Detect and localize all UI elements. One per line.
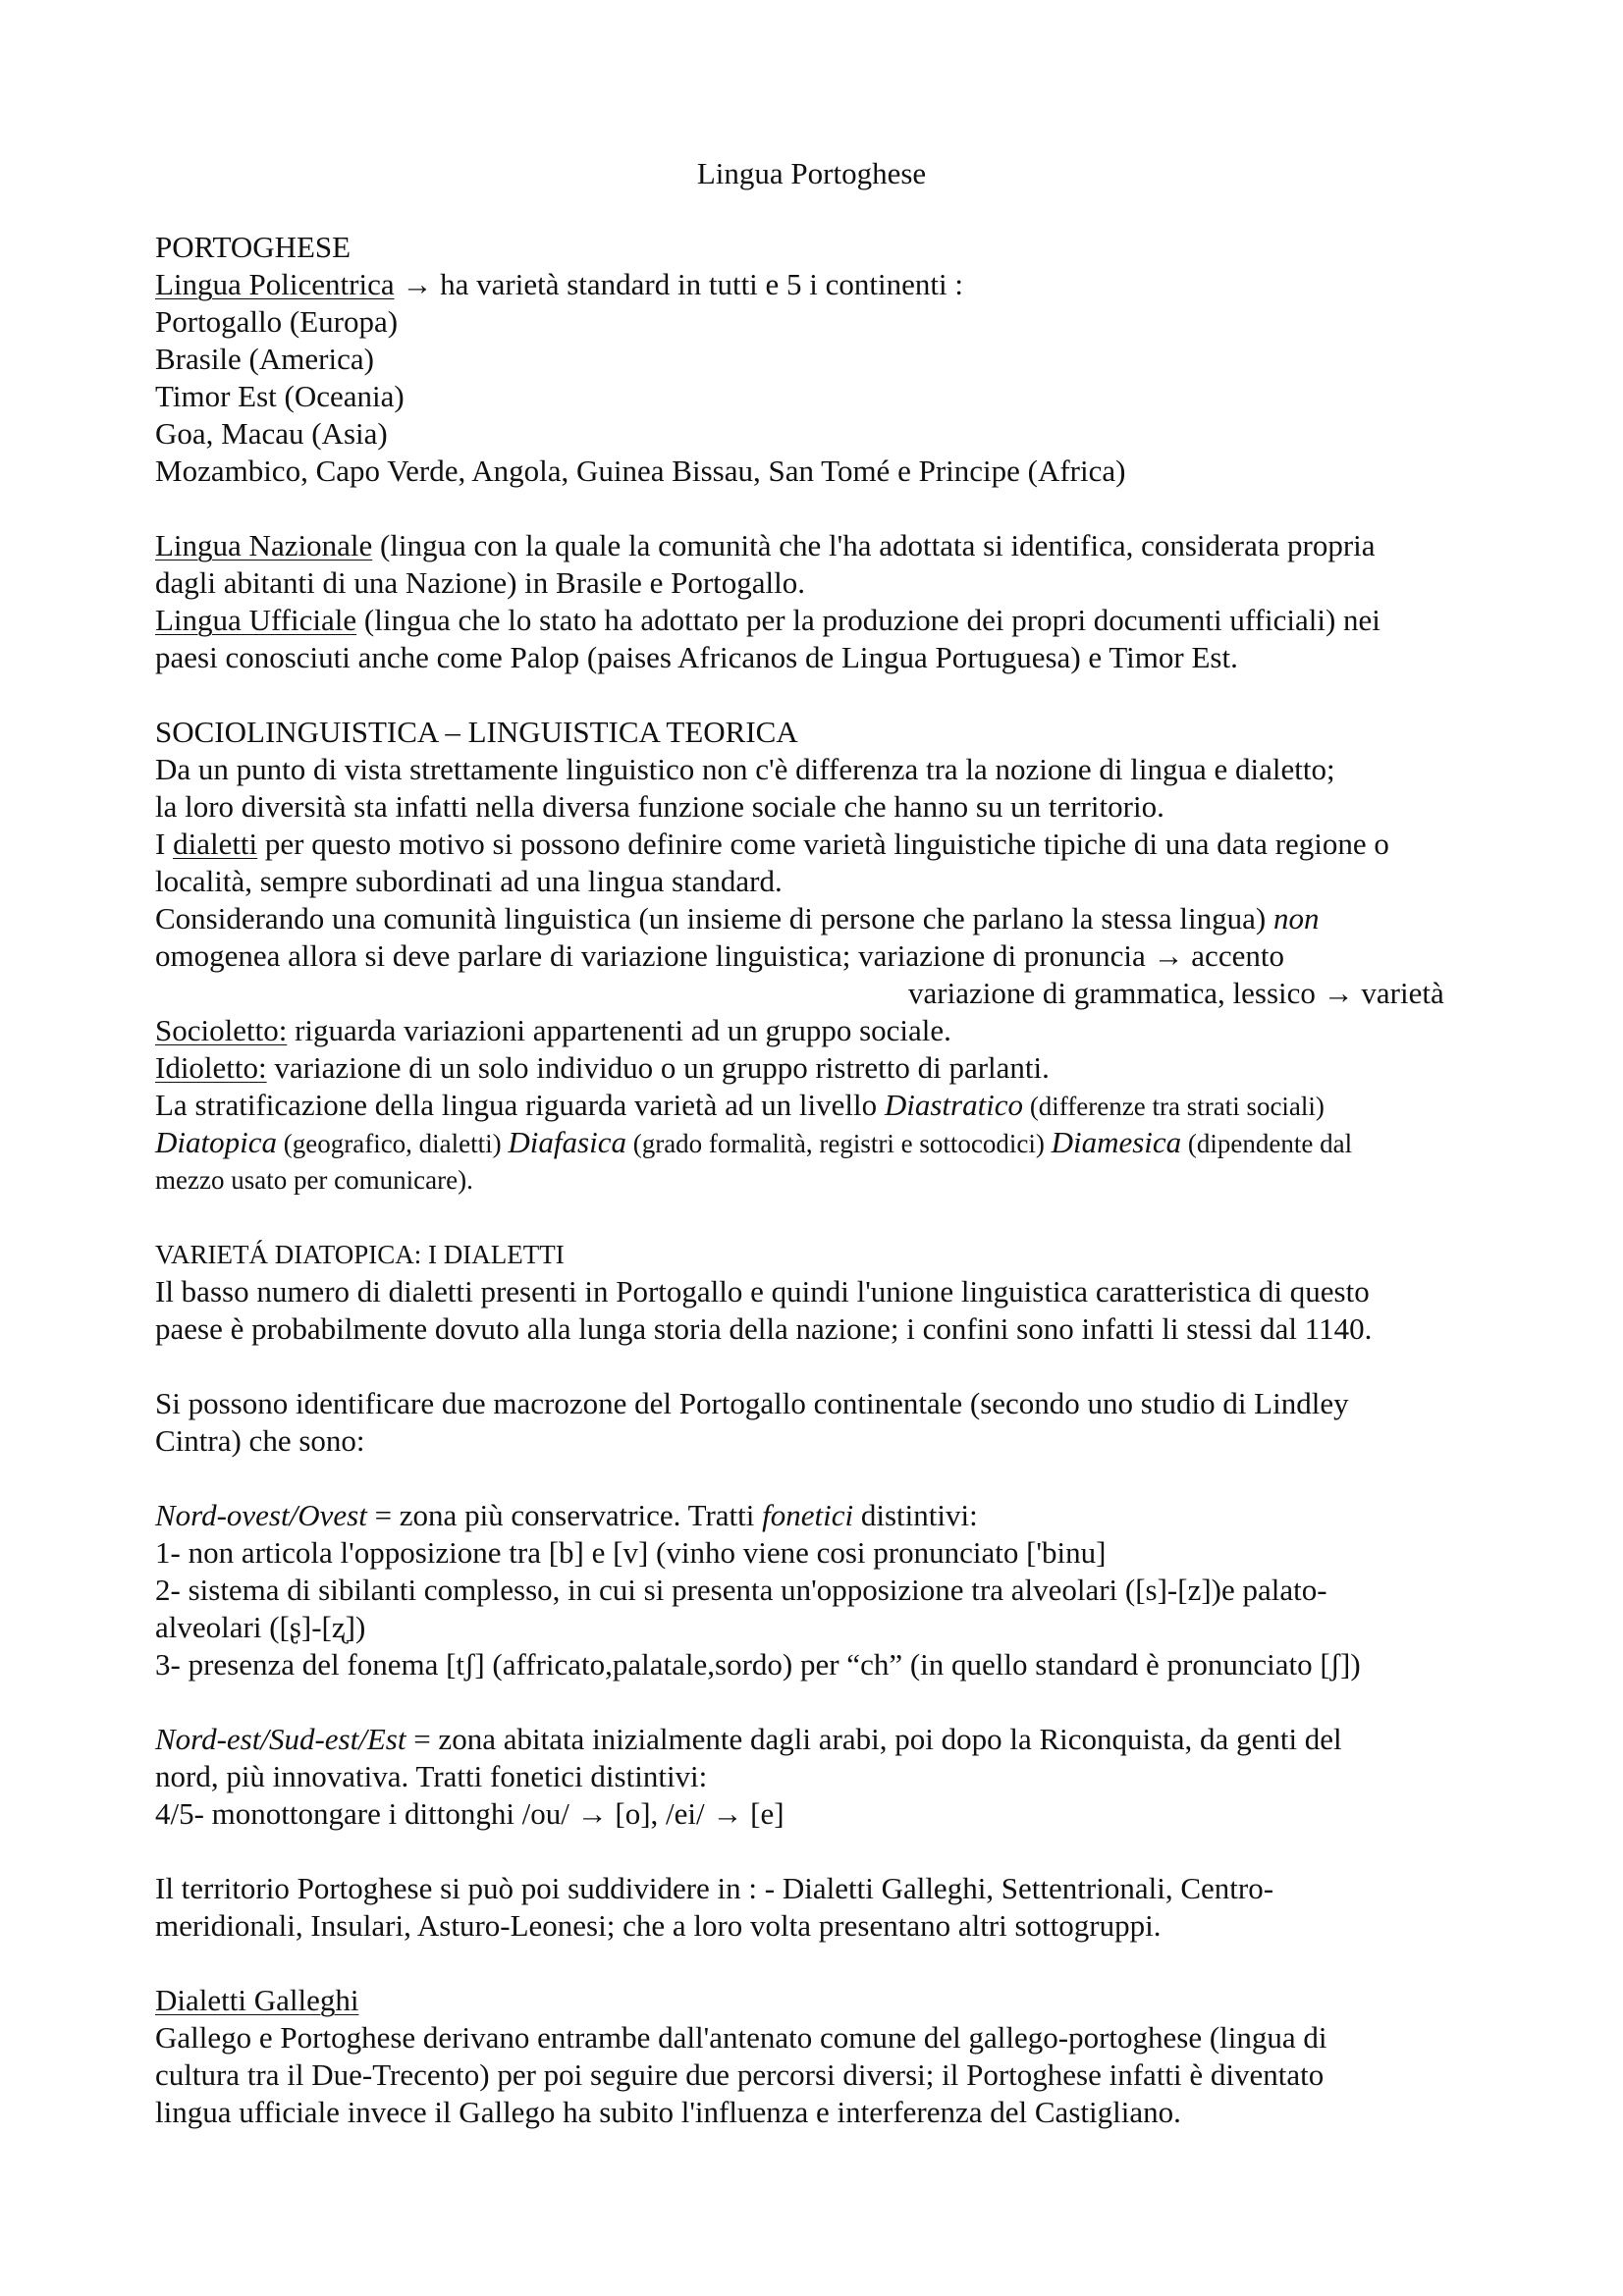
section-heading-sociolinguistica: SOCIOLINGUISTICA – LINGUISTICA TEORICA bbox=[155, 715, 798, 749]
paragraph-line: omogenea allora si deve parlare di variazione linguistica; variazione di pronuncia → accento bbox=[155, 938, 1284, 973]
continent-item: Portogallo (Europa) bbox=[155, 304, 399, 339]
section-heading-portoghese: PORTOGHESE bbox=[155, 230, 352, 264]
text-fragment: = zona abitata inizialmente dagli arabi, poi dopo la Riconquista, da genti del bbox=[406, 1722, 1342, 1756]
policentrica-line bbox=[155, 266, 1490, 303]
spacer bbox=[155, 676, 1490, 714]
nord-est-term: Nord-est/Sud-est/Est bbox=[155, 1722, 406, 1756]
nord-ovest-term: Nord-ovest/Ovest bbox=[155, 1498, 367, 1532]
text-fragment: (grado formalità, registri e sottocodici) bbox=[625, 1129, 1052, 1158]
paragraph-line: mezzo usato per comunicare). bbox=[155, 1165, 473, 1195]
diafasica-term: Diafasica bbox=[508, 1125, 626, 1159]
idioletto-text: variazione di un solo individuo o un gruppo ristretto di parlanti. bbox=[266, 1050, 1050, 1085]
ufficiale-line-1 bbox=[155, 602, 1490, 639]
text-fragment: per questo motivo si possono definire come varietà linguistiche tipiche di una data regione o bbox=[257, 827, 1389, 861]
section-heading-galleghi bbox=[155, 1982, 1490, 2019]
text-fragment: (dipendente dal bbox=[1181, 1129, 1353, 1158]
nord-est-line bbox=[155, 1721, 1490, 1758]
stratificazione-line bbox=[155, 1087, 1490, 1124]
text-fragment: I bbox=[155, 827, 174, 861]
nord-ovest-line bbox=[155, 1497, 1490, 1534]
diamesica-term: Diamesica bbox=[1051, 1125, 1182, 1159]
spacer bbox=[155, 1833, 1490, 1870]
policentrica-term: Lingua Policentrica bbox=[155, 267, 395, 301]
document-title: Lingua Portoghese bbox=[696, 156, 927, 190]
document-body bbox=[155, 229, 1490, 2131]
feature-item-continued: alveolari ([ʂ]-[ʐ]) bbox=[155, 1610, 366, 1644]
paragraph-line: Gallego e Portoghese derivano entrambe dall'antenato comune del gallego-portoghese (lingua di bbox=[155, 2020, 1327, 2055]
socioletto-text: riguarda variazioni appartenenti ad un gruppo sociale. bbox=[287, 1013, 951, 1047]
dialetti-line bbox=[155, 826, 1490, 863]
socioletto-term: Socioletto: bbox=[155, 1013, 288, 1047]
text-fragment: = zona più conservatrice. Tratti bbox=[366, 1498, 763, 1532]
comunita-line bbox=[155, 900, 1490, 937]
dialetti-term: dialetti bbox=[173, 827, 258, 861]
paragraph-line: paese è probabilmente dovuto alla lunga storia della nazione; i confini sono infatti li stessi dal 1140. bbox=[155, 1311, 1373, 1346]
continent-item: Mozambico, Capo Verde, Angola, Guinea Bissau, San Tomé e Principe (Africa) bbox=[155, 454, 1126, 488]
paragraph-line: Il territorio Portoghese si può poi suddividere in : - Dialetti Galleghi, Settentrionali, Centro- bbox=[155, 1871, 1274, 1905]
paragraph-line: meridionali, Insulari, Asturo-Leonesi; che a loro volta presentano altri sottogruppi. bbox=[155, 1908, 1162, 1943]
socioletto-line bbox=[155, 1012, 1490, 1049]
feature-item: 4/5- monottongare i dittonghi /ou/ → [o], /ei/ → [e] bbox=[155, 1796, 784, 1831]
policentrica-text: → ha varietà standard in tutti e 5 i continenti : bbox=[394, 267, 963, 301]
diastratico-term: Diastratico bbox=[884, 1088, 1024, 1122]
paragraph-line: Da un punto di vista strettamente linguistico non c'è differenza tra la nozione di lingua e dialetto; bbox=[155, 752, 1335, 786]
ufficiale-term: Lingua Ufficiale bbox=[155, 603, 357, 637]
feature-item: 1- non articola l'opposizione tra [b] e [v] (vinho viene cosi pronunciato ['binu] bbox=[155, 1535, 1107, 1570]
text-fragment: distintivi: bbox=[853, 1498, 978, 1532]
nazionale-term: Lingua Nazionale bbox=[155, 528, 373, 562]
spacer bbox=[155, 1683, 1490, 1721]
spacer bbox=[155, 1199, 1490, 1236]
nazionale-line-2: dagli abitanti di una Nazione) in Brasile e Portogallo. bbox=[155, 565, 806, 600]
spacer bbox=[155, 1348, 1490, 1385]
section-heading-diatopica: VARIETÁ DIATOPICA: I DIALETTI bbox=[155, 1240, 565, 1269]
text-fragment: (geografico, dialetti) bbox=[277, 1129, 509, 1158]
text-fragment: (differenze tra strati sociali) bbox=[1023, 1092, 1325, 1121]
paragraph-line: Il basso numero di dialetti presenti in Portogallo e quindi l'unione linguistica caratteristica di questo bbox=[155, 1274, 1370, 1308]
paragraph-line: Si possono identificare due macrozone del Portogallo continentale (secondo uno studio di Lindley bbox=[155, 1386, 1349, 1420]
nazionale-text: (lingua con la quale la comunità che l'ha adottata si identifica, considerata propria bbox=[372, 528, 1376, 562]
paragraph-line: nord, più innovativa. Tratti fonetici distintivi: bbox=[155, 1759, 708, 1793]
paragraph-line: lingua ufficiale invece il Gallego ha subito l'influenza e interferenza del Castigliano. bbox=[155, 2095, 1181, 2129]
fonetici-italic: fonetici bbox=[762, 1498, 854, 1532]
varieties-line bbox=[155, 1124, 1490, 1161]
non-italic: non bbox=[1272, 901, 1320, 935]
paragraph-line: cultura tra il Due-Trecento) per poi seguire due percorsi diversi; il Portoghese infatti è diventato bbox=[155, 2057, 1325, 2092]
paragraph-line: la loro diversità sta infatti nella diversa funzione sociale che hanno su un territorio. bbox=[155, 789, 1164, 824]
text-fragment: La stratificazione della lingua riguarda varietà ad un livello bbox=[155, 1088, 885, 1122]
feature-item: 2- sistema di sibilanti complesso, in cui si presenta un'opposizione tra alveolari ([s]-[z])e palato- bbox=[155, 1573, 1327, 1607]
ufficiale-line-2: paesi conosciuti anche come Palop (paises Africanos de Lingua Portuguesa) e Timor Est. bbox=[155, 640, 1238, 674]
spacer bbox=[155, 1460, 1490, 1497]
spacer bbox=[155, 1945, 1490, 1982]
variation-line-indented: variazione di grammatica, lessico → varietà bbox=[908, 976, 1444, 1010]
text-fragment: Considerando una comunità linguistica (un insieme di persone che parlano la stessa lingua) bbox=[155, 901, 1273, 935]
idioletto-term: Idioletto: bbox=[155, 1050, 267, 1085]
diatopica-term: Diatopica bbox=[155, 1125, 277, 1159]
continent-item: Goa, Macau (Asia) bbox=[155, 416, 388, 451]
nazionale-line-1 bbox=[155, 527, 1490, 564]
ufficiale-text: (lingua che lo stato ha adottato per la produzione dei propri documenti ufficiali) nei bbox=[356, 603, 1380, 637]
paragraph-line: località, sempre subordinati ad una lingua standard. bbox=[155, 864, 783, 898]
paragraph-line: Cintra) che sono: bbox=[155, 1423, 365, 1458]
galleghi-heading: Dialetti Galleghi bbox=[155, 1983, 359, 2017]
feature-item: 3- presenza del fonema [tʃ] (affricato,palatale,sordo) per “ch” (in quello standard è pronunciato [ʃ]) bbox=[155, 1647, 1361, 1682]
spacer bbox=[155, 490, 1490, 527]
idioletto-line bbox=[155, 1049, 1490, 1087]
continent-item: Timor Est (Oceania) bbox=[155, 379, 405, 413]
continent-item: Brasile (America) bbox=[155, 342, 374, 376]
